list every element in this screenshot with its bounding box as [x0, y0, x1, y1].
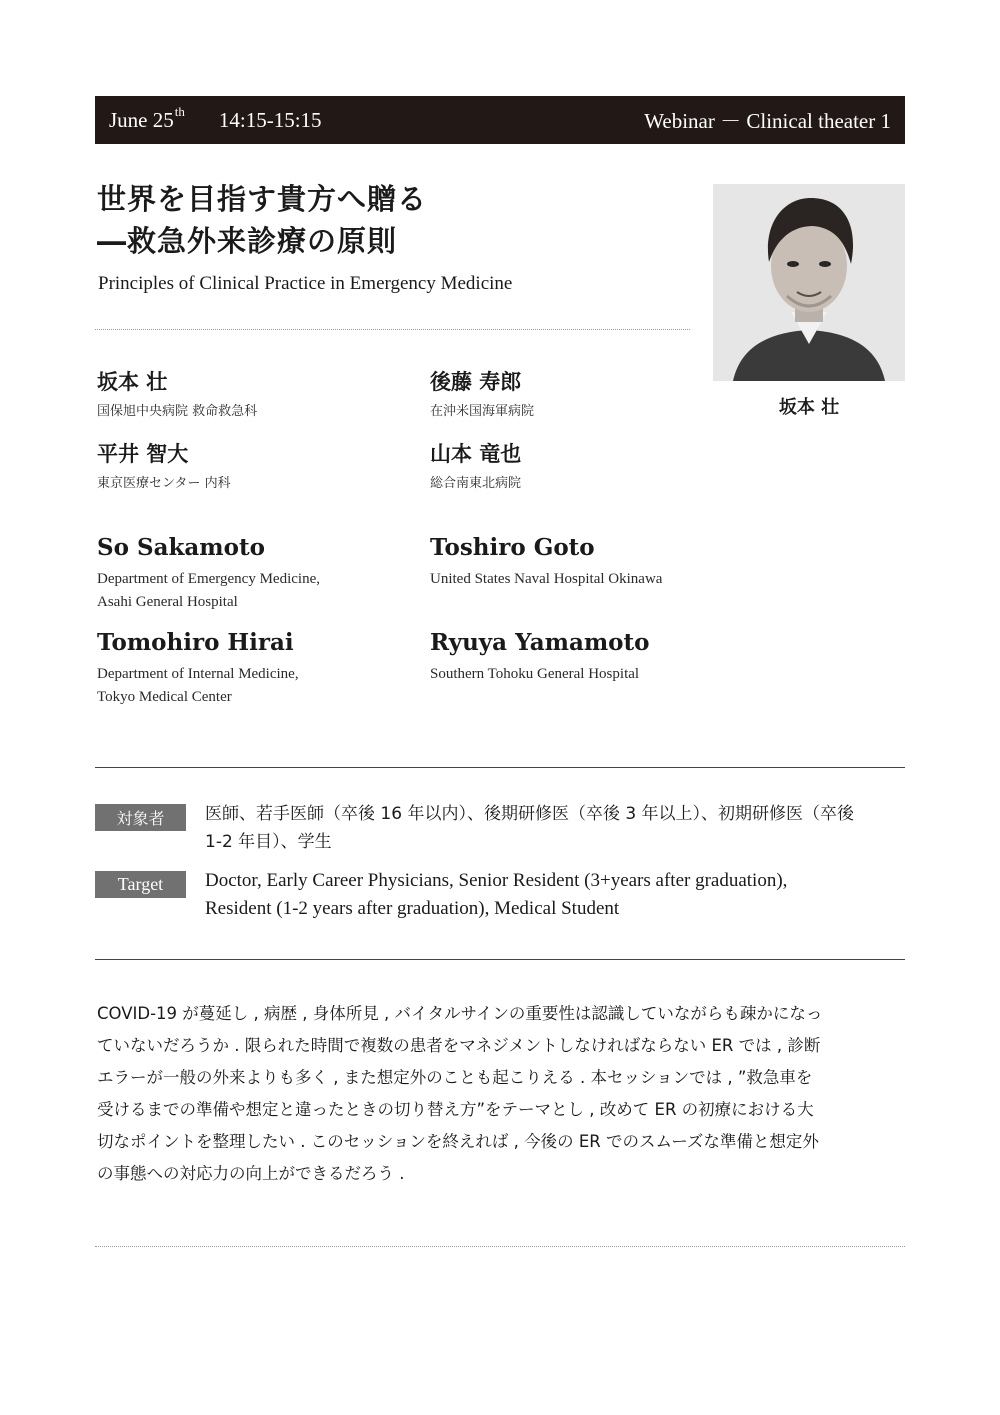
session-venue: Webinar － Clinical theater 1	[644, 109, 891, 133]
speaker-jp-affiliation: 総合南東北病院	[430, 476, 522, 491]
description-line: 切なポイントを整理したい . このセッションを終えれば , 今後の ER でのスムーズな準備と想定外	[97, 1132, 819, 1151]
date-time	[109, 104, 322, 133]
title-line-1: 世界を目指す貴方へ贈る	[97, 182, 428, 216]
target-label-jp: 対象者	[95, 804, 186, 831]
speaker-jp-affiliation: 在沖米国海軍病院	[430, 404, 535, 419]
description-line: COVID-19 が蔓延し , 病歴 , 身体所見 , バイタルサインの重要性は認識していながらも疎かになっ	[97, 1004, 823, 1023]
speaker-en-affiliation: Department of Emergency Medicine, Asahi General Hospital	[97, 571, 320, 610]
speaker-en-affiliation: United States Naval Hospital Okinawa	[430, 571, 663, 587]
session-title-jp	[97, 178, 697, 262]
speaker-en-name: Tomohiro Hirai	[97, 629, 294, 656]
divider-rule-lower	[95, 959, 905, 960]
speaker-jp-affiliation: 国保旭中央病院 救命救急科	[97, 404, 258, 419]
photo-caption: 坂本 壮	[778, 397, 840, 418]
speaker-photo	[713, 184, 905, 381]
speaker-jp-name: 坂本 壮	[97, 370, 168, 394]
speaker-en-name: So Sakamoto	[97, 534, 265, 561]
speaker-en-name: Ryuya Yamamoto	[430, 629, 650, 656]
session-title-en: Principles of Clinical Practice in Emergency Medicine	[98, 273, 513, 294]
title-line-2: ―救急外来診療の原則	[97, 224, 398, 258]
target-text-jp: 医師、若手医師（卒後 16 年以内）、後期研修医（卒後 3 年以上）、初期研修医（卒後 1-2 年目）、学生	[205, 804, 855, 852]
speaker-en-affiliation: Department of Internal Medicine, Tokyo Medical Center	[97, 666, 299, 705]
session-time: 14:15-15:15	[218, 107, 322, 132]
dotted-divider-top	[95, 329, 690, 330]
target-text-en: Doctor, Early Career Physicians, Senior Resident (3+years after graduation), Resident (1-2 years after graduation), Medical Student	[205, 870, 788, 919]
divider-rule-upper	[95, 767, 905, 768]
description-line: 受けるまでの準備や想定と違ったときの切り替え方”をテーマとし , 改めて ER の初療における大	[97, 1100, 814, 1119]
session-header-bar	[95, 96, 905, 144]
portrait-illustration	[713, 184, 905, 381]
speaker-jp-name: 平井 智大	[97, 442, 189, 466]
speaker-jp-affiliation: 東京医療センター 内科	[97, 476, 231, 491]
speaker-jp-name: 山本 竜也	[430, 442, 522, 466]
session-description	[97, 998, 907, 1190]
speaker-en-affiliation: Southern Tohoku General Hospital	[430, 666, 640, 682]
speaker-en-name: Toshiro Goto	[430, 534, 595, 561]
dotted-divider-bottom	[95, 1246, 905, 1247]
session-date: June 25th	[109, 104, 185, 132]
target-label-en: Target	[95, 871, 186, 898]
description-line: の事態への対応力の向上ができるだろう .	[97, 1164, 405, 1183]
description-line: エラーが一般の外来よりも多く , また想定外のことも起こりえる . 本セッションでは , ”救急車を	[97, 1068, 813, 1087]
description-line: ていないだろうか . 限られた時間で複数の患者をマネジメントしなければならない ER では , 診断	[97, 1036, 821, 1055]
speaker-jp-name: 後藤 寿郎	[430, 370, 522, 394]
